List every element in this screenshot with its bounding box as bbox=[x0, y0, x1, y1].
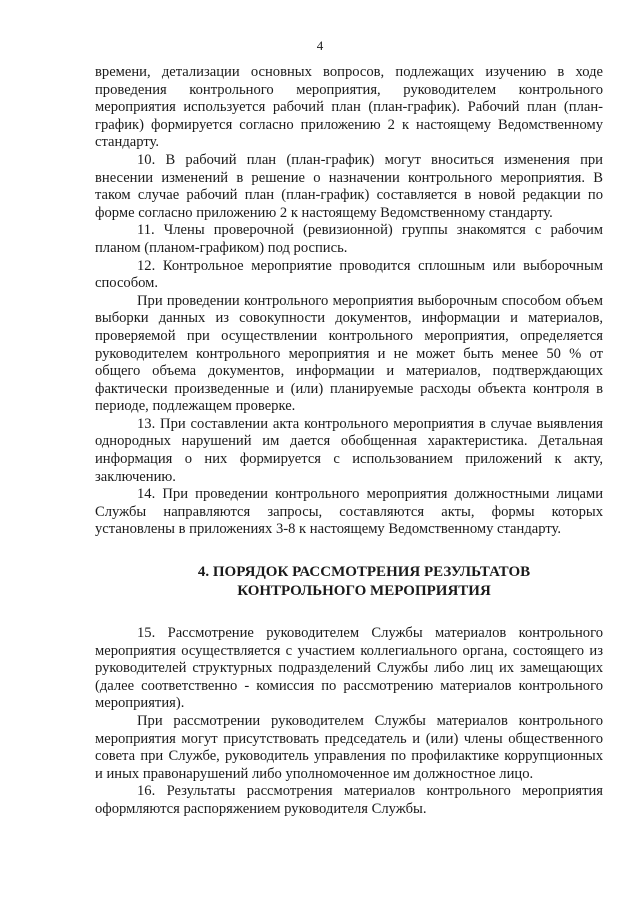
paragraph-10: 10. В рабочий план (план-график) могут вноситься изменения при внесении изменений в решение о назначении контрольного мероприятия. В таком случае рабочий план (план-график) составляется в новой редакции по форме согласно приложению 2 к настоящему Ведомственному стандарту. bbox=[95, 151, 603, 221]
paragraph-13: 13. При составлении акта контрольного мероприятия в случае выявления однородных нарушений им дается обобщенная характеристика. Детальная информация о них формируется с использованием приложений к акту, заключению. bbox=[95, 415, 603, 485]
paragraph-12-sampling: При проведении контрольного мероприятия выборочным способом объем выборки данных из совокупности документов, информации и материалов, проверяемой при осуществлении контрольного мероприятия, определяется руководителем контрольного мероприятия и не может быть менее 50 % от общего объема документов, информации и материалов, подтверждающих фактически произведенные и (или) планируемые расходы объекта контроля в периоде, подлежащем проверке. bbox=[95, 292, 603, 415]
section-heading-line-1: 4. ПОРЯДОК РАССМОТРЕНИЯ РЕЗУЛЬТАТОВ bbox=[197, 564, 531, 581]
paragraph-15-attendance: При рассмотрении руководителем Службы материалов контрольного мероприятия могут присутствовать председатель и (или) члены общественного совета при Службе, руководитель управления по профилактике коррупционных и иных правонарушений либо уполномоченное им должностное лицо. bbox=[95, 713, 603, 782]
document-body bbox=[95, 64, 603, 819]
paragraph-16: 16. Результаты рассмотрения материалов контрольного мероприятия оформляются распоряжением руководителя Службы. bbox=[95, 783, 603, 817]
paragraph-12: 12. Контрольное мероприятие проводится сплошным или выборочным способом. bbox=[95, 257, 603, 292]
paragraph-continuation: времени, детализации основных вопросов, подлежащих изучению в ходе проведения контрольного мероприятия, руководителем контрольного мероприятия используется рабочий план (план-график). Рабочий план (план-график) формируется согласно приложению 2 к настоящему Ведомственному стандарту. bbox=[95, 64, 603, 151]
paragraph-11: 11. Члены проверочной (ревизионной) группы знакомятся с рабочим планом (планом-графиком) под роспись. bbox=[95, 222, 603, 256]
section-heading bbox=[95, 563, 603, 601]
paragraph-15: 15. Рассмотрение руководителем Службы материалов контрольного мероприятия осуществляется с участием коллегиального органа, состоящего из руководителей структурных подразделений Службы либо лиц их замещающих (далее соответственно - комиссия по рассмотрению материалов контрольного мероприятия). bbox=[95, 625, 603, 712]
page-number: 4 bbox=[316, 38, 324, 53]
paragraph-14: 14. При проведении контрольного мероприятия должностными лицами Службы направляются запросы, составляются акты, формы которых установлены в приложениях 3-8 к настоящему Ведомственному стандарту. bbox=[95, 486, 603, 538]
section-heading-line-2: КОНТРОЛЬНОГО МЕРОПРИЯТИЯ bbox=[237, 583, 491, 600]
